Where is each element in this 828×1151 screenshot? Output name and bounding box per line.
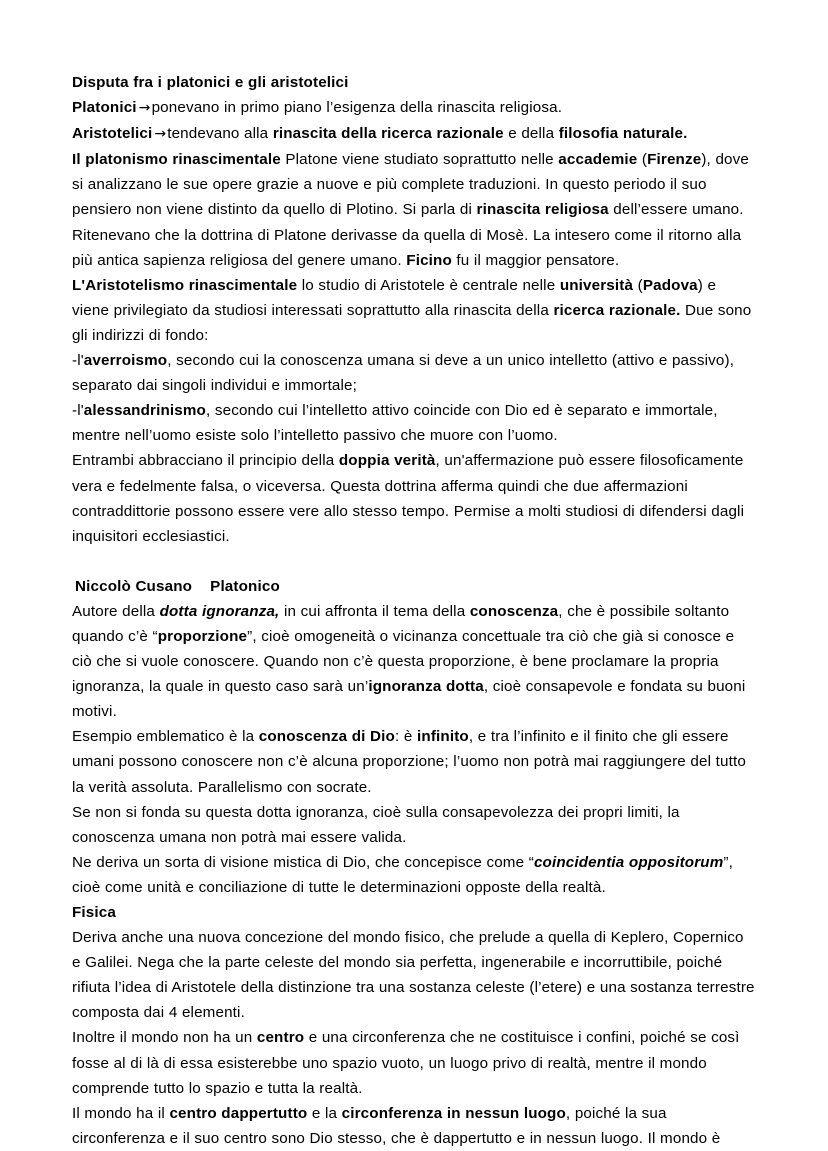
inoltre-bold: centro [256, 1029, 305, 1047]
aristotelici-bold-1: rinascita della ricerca razionale [272, 125, 504, 143]
entrambi-bold: doppia verità [338, 452, 436, 470]
autore-bold-1: conoscenza [469, 602, 559, 620]
averroismo-prefix: -l' [72, 352, 84, 370]
paragraph-coincidentia-oppositorum [72, 850, 756, 900]
inoltre-text-1: Inoltre il mondo non ha un [72, 1029, 257, 1047]
platonismo-bold-4: Ficino [406, 251, 452, 269]
ilmondo-bold-2: circonferenza in nessun luogo [341, 1104, 566, 1122]
esempio-text-1: Esempio emblematico è la [72, 728, 259, 746]
paragraph-dotta-ignoranza [72, 599, 756, 724]
ilmondo-bold-1: centro dappertutto [169, 1104, 308, 1122]
platonismo-text-3: ), dove si analizzano le sue opere grazie a nuove e più complete traduzioni. In questo periodo il suo pensiero non viene distinto da quello di Plotino. Si parla di [72, 151, 749, 219]
section-heading-disputa-text: Disputa fra i platonici e gli aristotelici [72, 74, 349, 91]
section-heading-disputa [72, 70, 756, 95]
paragraph-conoscenza-di-dio [72, 724, 756, 799]
paragraph-platonismo-rinascimentale [72, 147, 756, 272]
paragraph-centro-dappertutto [72, 1101, 756, 1151]
aristotelici-text-1: tendevano alla [167, 125, 273, 143]
aristotelismo-label: L'Aristotelismo rinascimentale [72, 276, 298, 294]
cusano-heading-tag: Platonico [210, 577, 280, 595]
autore-text-3: , che è possibile soltanto quando c’è “ [72, 602, 730, 645]
paragraph-doppia-verita [72, 448, 756, 548]
senonsifonda-text: Se non si fonda su questa dotta ignoranza, cioè sulla consapevolezza dei propri limiti, la conoscenza umana non potrà mai essere valida. [72, 803, 680, 846]
right-arrow-icon: → [138, 100, 151, 117]
platonici-label: Platonici [72, 99, 137, 117]
paragraph-deriva-mondo-fisico [72, 925, 756, 1025]
autore-text-1: Autore della [72, 602, 160, 620]
section-heading-fisica [72, 900, 756, 925]
aristotelismo-bold-2: Padova [642, 276, 698, 294]
section-spacer [72, 549, 756, 574]
paragraph-inoltre-centro [72, 1025, 756, 1100]
nederiva-bolditalic: coincidentia oppositorum [533, 853, 724, 871]
ilmondo-text-2: e la [307, 1104, 342, 1122]
list-item-alessandrinismo [72, 398, 756, 448]
aristotelici-label: Aristotelici [72, 125, 153, 143]
platonismo-text-1: Platone viene studiato soprattutto nelle [280, 151, 559, 169]
ilmondo-text-1: Il mondo ha il [72, 1104, 170, 1122]
entrambi-text-2: , un'affermazione può essere filosoficamente vera e fedelmente falsa, o viceversa. Questa dottrina afferma quindi che due affermazioni contraddittorie possono essere vere allo stesso tempo. Permise a molti studiosi di difendersi dagli inquisitori ecclesiastici. [72, 452, 745, 545]
autore-bold-2: proporzione [157, 627, 248, 645]
aristotelismo-text-1: lo studio di Aristotele è centrale nelle [297, 276, 560, 294]
alessandrinismo-text: , secondo cui l’intelletto attivo coincide con Dio ed è separato e immortale, mentre nell’uomo esiste solo l’intelletto passivo che muore con l’uomo. [72, 402, 718, 445]
platonismo-text-5: fu il maggior pensatore. [451, 251, 620, 269]
nederiva-text-2: ”, cioè come unità e conciliazione di tutte le determinazioni opposte della realtà. [72, 853, 733, 896]
aristotelici-text-2: e della [503, 125, 559, 143]
autore-text-2: in cui affronta il tema della [279, 602, 470, 620]
ilmondo-text-3: , poiché la sua circonferenza e il suo centro sono Dio stesso, che è dappertutto e in nessun luogo. Il mondo è [72, 1104, 721, 1147]
autore-italic: dotta ignoranza, [159, 602, 280, 620]
aristotelismo-bold-1: università [559, 276, 634, 294]
platonismo-bold-3: rinascita religiosa [476, 201, 609, 219]
deriva-text: Deriva anche una nuova concezione del mondo fisico, che prelude a quella di Keplero, Copernico e Galilei. Nega che la parte celeste del mondo sia perfetta, ingenerabile e incorruttibile, poiché rifiuta l’idea di Aristotele della distinzione tra una sostanza celeste (l’etere) e una sostanza terrestre composta dai 4 elementi. [72, 929, 755, 1022]
paragraph-platonici [72, 95, 756, 121]
paragraph-aristotelismo-rinascimentale [72, 273, 756, 348]
averroismo-text: , secondo cui la conoscenza umana si deve a un unico intelletto (attivo e passivo), separato dai singoli individui e immortale; [72, 352, 735, 395]
fisica-heading-text: Fisica [72, 904, 116, 921]
esempio-bold-1: conoscenza di Dio [258, 728, 395, 746]
aristotelismo-text-4: Due sono gli indirizzi di fondo: [72, 301, 752, 344]
averroismo-bold: averroismo [83, 352, 168, 370]
aristotelismo-text-2: ( [633, 276, 643, 294]
alessandrinismo-bold: alessandrinismo [83, 402, 206, 420]
entrambi-text-1: Entrambi abbracciano il principio della [72, 452, 339, 470]
paragraph-aristotelici [72, 121, 756, 147]
autore-text-5: , cioè consapevole e fondata su buoni motivi. [72, 678, 746, 721]
platonismo-text-2: ( [637, 151, 648, 169]
section-heading-cusano [72, 574, 756, 599]
right-arrow-icon: → [154, 126, 167, 143]
aristotelismo-text-3: ) e viene privilegiato da studiosi interessati soprattutto alla rinascita della [72, 276, 717, 319]
platonismo-label: Il platonismo rinascimentale [72, 151, 281, 169]
aristotelismo-bold-3: ricerca razionale. [553, 301, 681, 319]
cusano-heading-name: Niccolò Cusano [75, 577, 193, 595]
platonismo-bold-1: accademie [558, 151, 638, 169]
aristotelici-bold-2: filosofia naturale. [558, 125, 688, 143]
list-item-averroismo [72, 348, 756, 398]
autore-text-4: ”, cioè omogeneità o vicinanza concettuale tra ciò che già si conosce e ciò che si vuole conoscere. Quando non c’è questa proporzione, è bene proclamare la propria ignoranza, la quale in questo caso sarà un’ [72, 627, 735, 696]
alessandrinismo-prefix: -l' [72, 402, 84, 420]
autore-bold-3: ignoranza dotta [368, 678, 484, 696]
esempio-bold-2: infinito [417, 728, 469, 746]
document-body [72, 70, 756, 1151]
inoltre-text-2: e una circonferenza che ne costituisce i confini, poiché se così fosse al di là di essa esisterebbe uno spazio vuoto, un luogo privo di realtà, mentre il mondo comprende tutto lo spazio e tutta la realtà. [72, 1029, 740, 1097]
platonismo-bold-2: Firenze [647, 151, 702, 169]
platonismo-text-4: dell’essere umano. Ritenevano che la dottrina di Platone derivasse da quella di Mosè. La intesero come il ritorno alla più antica sapienza religiosa del genere umano. [72, 201, 744, 269]
platonici-text: ponevano in primo piano l’esigenza della rinascita religiosa. [151, 99, 563, 117]
paragraph-se-non-si-fonda [72, 800, 756, 850]
esempio-text-2: : è [394, 728, 418, 746]
esempio-text-3: , e tra l’infinito e il finito che gli essere umani possono conoscere non c’è alcuna proporzione; l’uomo non potrà mai raggiungere del tutto la verità assoluta. Parallelismo con socrate. [72, 728, 746, 796]
nederiva-text-1: Ne deriva un sorta di visione mistica di Dio, che concepisce come “ [72, 853, 534, 871]
